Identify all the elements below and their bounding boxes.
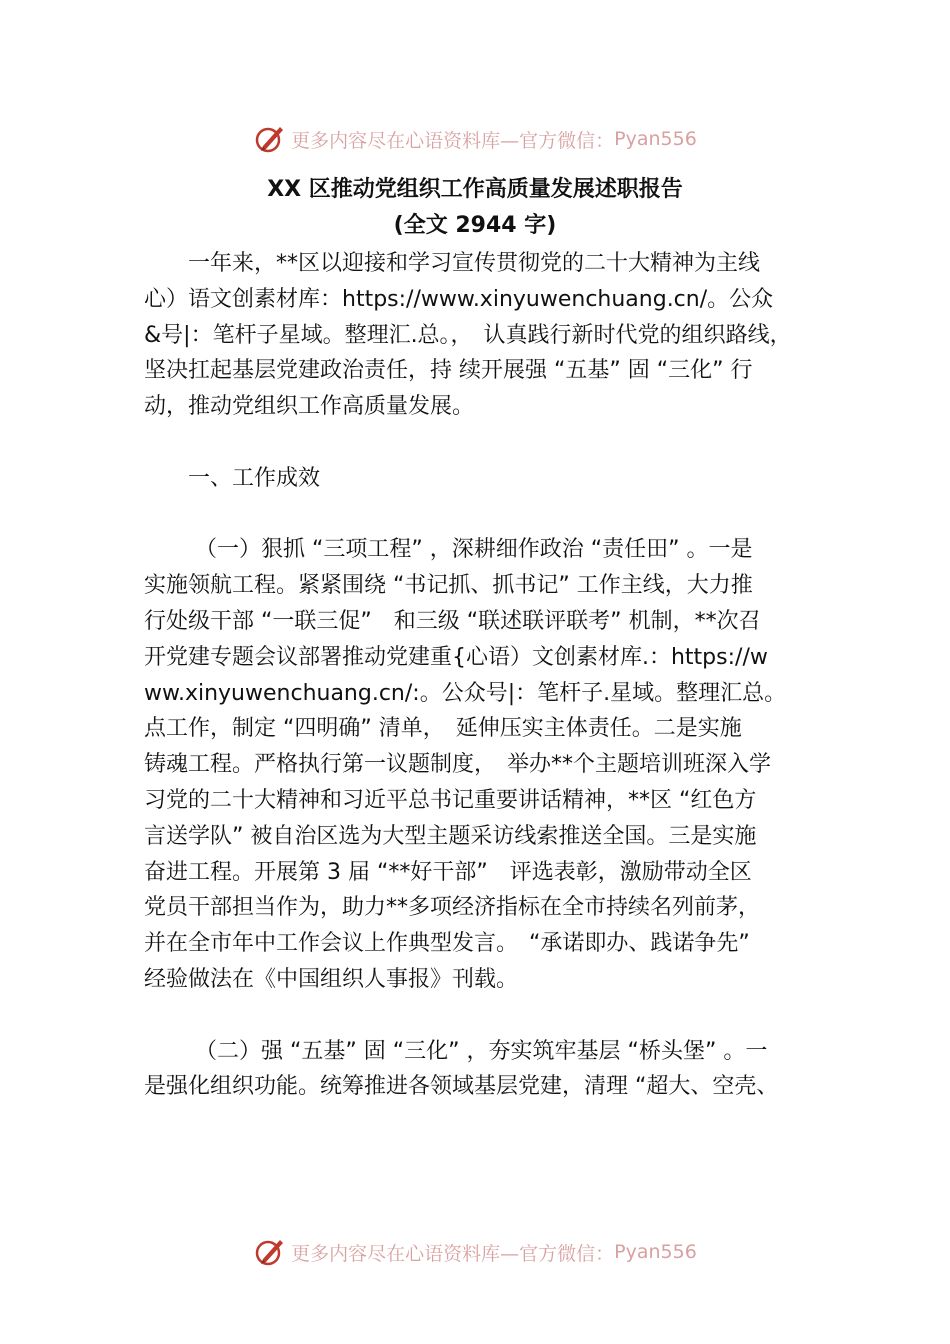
- document-title: XX 区推动党组织工作高质量发展述职报告: [267, 177, 683, 202]
- body-line: ww.xinyuwenchuang.cn/:。公众号|：笔杆子.星域。整理汇总。: [144, 680, 787, 706]
- body-line: 一年来，**区以迎接和学习宣传贯彻党的二十大精神为主线: [144, 251, 761, 276]
- body-line: 党员干部担当作为，助力**多项经济指标在全市持续名列前茅，: [144, 895, 761, 921]
- document-subtitle: (全文 2944 字): [393, 213, 557, 238]
- watermark-text: 更多内容尽在心语资料库—官方微信：: [291, 1242, 615, 1265]
- body-line: 坚决扛起基层党建政治责任，持 续开展强 “五基” 固 “三化” 行: [144, 358, 753, 384]
- body-line: &号|：笔杆子星域。整理汇.总。， 认真践行新时代党的组织路线，: [144, 322, 792, 348]
- body-line: 习党的二十大精神和习近平总书记重要讲话精神，**区 “红色方: [144, 787, 757, 813]
- body-line: 经验做法在《中国组织人事报》刊载。: [144, 966, 519, 992]
- body-line: 行处级干部 “一联三促” 和三级 “联述联评联考” 机制，**次召: [144, 608, 761, 634]
- document-body: [144, 246, 834, 1105]
- watermark-account: Pyan556: [614, 128, 697, 150]
- watermark-text: 更多内容尽在心语资料库—官方微信：: [291, 129, 615, 152]
- pen-logo-icon: [253, 122, 287, 156]
- body-line: 是强化组织功能。统筹推进各领域基层党建，清理 “超大、空壳、: [144, 1074, 779, 1100]
- body-line: 点工作，制定 “四明确” 清单， 延伸压实主体责任。二是实施: [144, 716, 742, 742]
- pen-logo-icon: [253, 1235, 287, 1269]
- body-line: 心）语文创素材库：https://www.xinyuwenchuang.cn/。公众: [144, 286, 774, 312]
- body-line: 奋进工程。开展第 3 届 “**好干部” 评选表彰，激励带动全区: [144, 859, 752, 885]
- body-line: 并在全市年中工作会议上作典型发言。 “承诺即办、践诺争先”: [144, 931, 750, 957]
- body-line: 言送学队” 被自治区选为大型主题采访线索推送全国。三是实施: [144, 823, 757, 849]
- blank-line: [144, 998, 834, 1034]
- body-line: 动，推动党组织工作高质量发展。: [144, 394, 475, 420]
- body-line: 开党建专题会议部署推动党建重{心语）文创素材库.：https://w: [144, 644, 768, 670]
- watermark-account: Pyan556: [614, 1241, 697, 1263]
- body-line: （一）狠抓 “三项工程” ，深耕细作政治 “责任田” 。一是: [144, 537, 753, 563]
- body-line: 一、工作成效: [144, 465, 321, 491]
- watermark-header: [0, 121, 950, 157]
- blank-line: [144, 425, 834, 461]
- body-line: （二）强 “五基” 固 “三化” ，夯实筑牢基层 “桥头堡” 。一: [144, 1038, 768, 1064]
- watermark-footer: [0, 1234, 950, 1270]
- body-line: 铸魂工程。严格执行第一议题制度， 举办**个主题培训班深入学: [144, 752, 772, 778]
- blank-line: [144, 497, 834, 533]
- body-line: 实施领航工程。紧紧围绕 “书记抓、抓书记” 工作主线，大力推: [144, 573, 753, 599]
